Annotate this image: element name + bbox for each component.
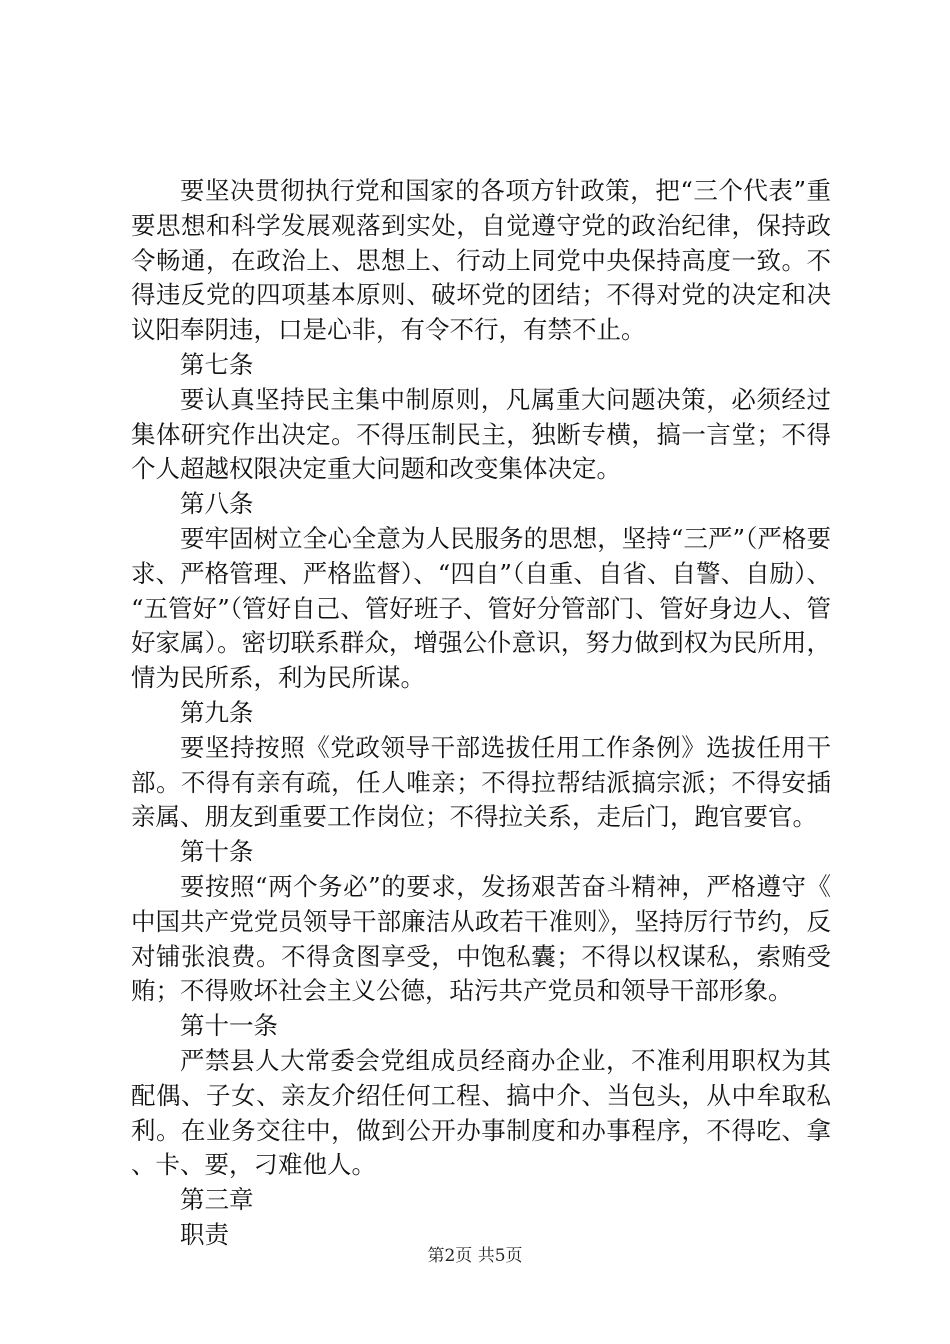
paragraph-article-8-body: 要牢固树立全心全意为人民服务的思想，坚持“三严”（严格要求、严格管理、严格监督）、“四自”（自重、自省、自警、自励）、“五管好”（管好自己、管好班子、管好分管部门、管好身边人、管好家属）。密切联系群众，增强公仆意识，努力做到权为民所用，情为民所系，利为民所谋。 (131, 523, 831, 693)
document-body (131, 174, 831, 1253)
paragraph-article-10-body: 要按照“两个务必”的要求，发扬艰苦奋斗精神，严格遵守《中国共产党党员领导干部廉洁从政若干准则》，坚持厉行节约，反对铺张浪费。不得贪图享受，中饱私囊；不得以权谋私，索贿受贿；不得败坏社会主义公德，玷污共产党员和领导干部形象。 (131, 871, 831, 1006)
article-9-heading: 第九条 (180, 697, 254, 727)
chapter-3-heading: 第三章 (180, 1185, 254, 1215)
paragraph-article-7-body: 要认真坚持民主集中制原则，凡属重大问题决策，必须经过集体研究作出决定。不得压制民主，独断专横，搞一言堂；不得个人超越权限决定重大问题和改变集体决定。 (131, 384, 831, 484)
paragraph-article-11-body: 严禁县人大常委会党组成员经商办企业，不准利用职权为其配偶、子女、亲友介绍任何工程、搞中介、当包头，从中牟取私利。在业务交往中，做到公开办事制度和办事程序，不得吃、拿、卡、要，刁难他人。 (131, 1045, 831, 1180)
article-11-heading: 第十一条 (180, 1011, 278, 1041)
article-8-heading: 第八条 (180, 489, 254, 519)
article-7-heading: 第七条 (180, 349, 254, 379)
chapter-3-title: 职责 (180, 1219, 229, 1249)
paragraph-article-9-body: 要坚持按照《党政领导干部选拔任用工作条例》选拔任用干部。不得有亲有疏，任人唯亲；不得拉帮结派搞宗派；不得安插亲属、朋友到重要工作岗位；不得拉关系，走后门，跑官要官。 (131, 732, 831, 832)
paragraph-article-6-body: 要坚决贯彻执行党和国家的各项方针政策，把“三个代表”重要思想和科学发展观落到实处，自觉遵守党的政治纪律，保持政令畅通，在政治上、思想上、行动上同党中央保持高度一致。不得违反党的四项基本原则、破坏党的团结；不得对党的决定和决议阳奉阴违，口是心非，有令不行，有禁不止。 (131, 176, 831, 345)
article-10-heading: 第十条 (180, 837, 254, 867)
page-number-footer: 第2页 共5页 (427, 1246, 523, 1266)
